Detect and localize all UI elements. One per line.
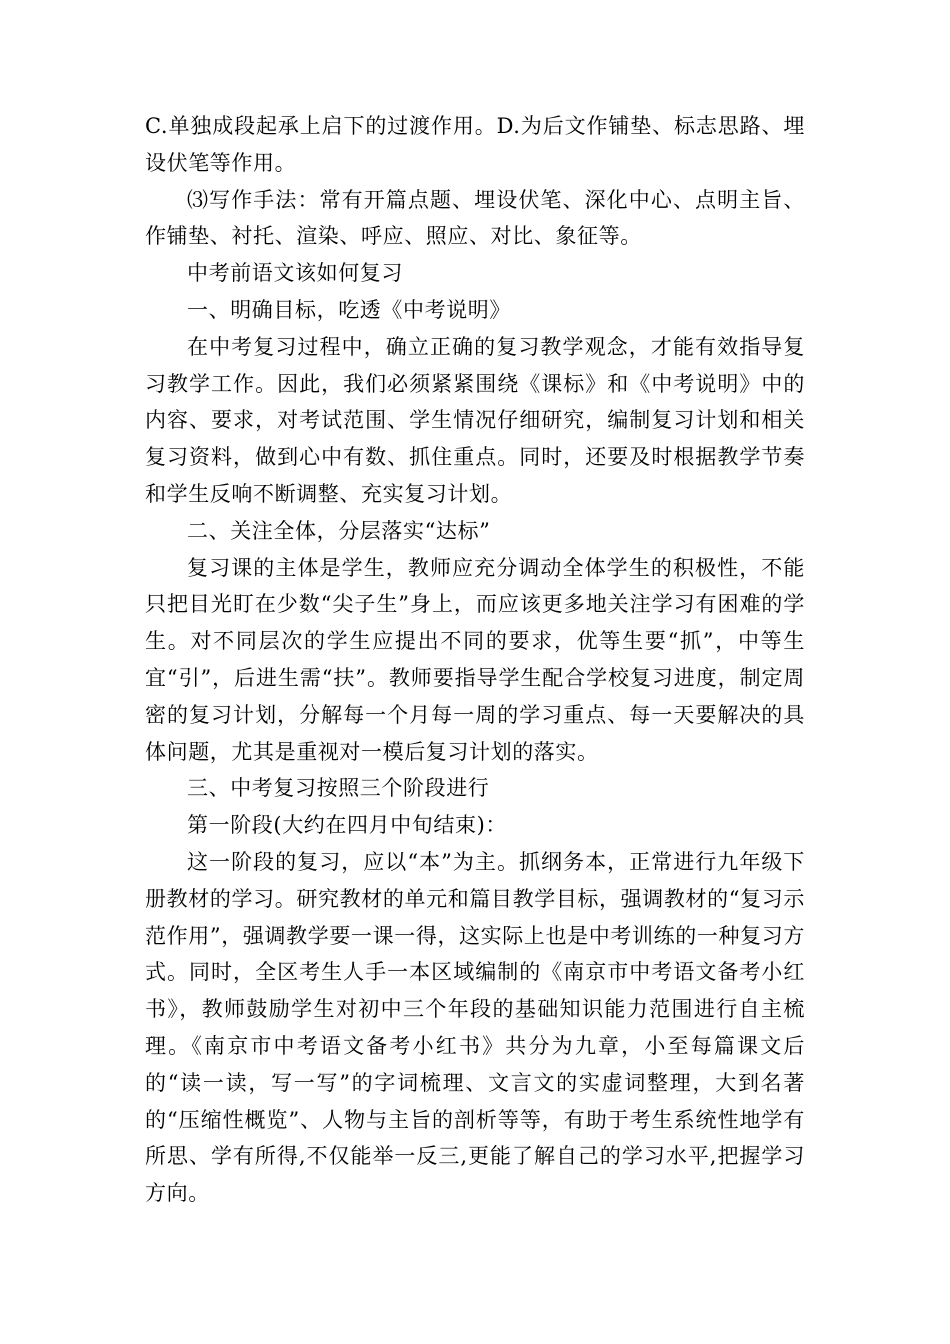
paragraph-writing-techniques: ⑶写作手法：常有开篇点题、埋设伏笔、深化中心、点明主旨、作铺垫、衬托、渲染、呼应、照应、对比、象征等。 [145, 187, 805, 249]
section-title: 中考前语文该如何复习 [187, 261, 403, 286]
paragraph-writing-function: C.单独成段起承上启下的过渡作用。D.为后文作铺垫、标志思路、埋设伏笔等作用。 [145, 114, 805, 175]
heading-one: 一、明确目标，吃透《中考说明》 [187, 297, 511, 322]
paragraph-stage-one: 这一阶段的复习，应以“本”为主。抓纲务本，正常进行九年级下册教材的学习。研究教材的单元和篇目教学目标，强调教材的“复习示范作用”，强调教学要一课一得，这实际上也是中考训练的一种复习方式。同时，全区考生人手一本区域编制的《南京市中考语文备考小红书》，教师鼓励学生对初中三个年段的基础知识能力范围进行自主梳理。《南京市中考语文备考小红书》共分为九章，小至每篇课文后的“读一读，写一写”的字词梳理、文言文的实虚词整理，大到名著的“压缩性概览”、人物与主旨的剖析等等，有助于考生系统性地学有所思、学有所得,不仅能举一反三,更能了解自己的学习水平,把握学习方向。 [145, 849, 805, 1206]
paragraph-all-students: 复习课的主体是学生，教师应充分调动全体学生的积极性，不能只把目光盯在少数“尖子生”身上，而应该更多地关注学习有困难的学生。对不同层次的学生应提出不同的要求，优等生要“抓”，中等生宜“引”，后进生需“扶”。教师要指导学生配合学校复习进度，制定周密的复习计划，分解每一个月每一周的学习重点、每一天要解决的具体问题，尤其是重视对一模后复习计划的落实。 [145, 555, 805, 764]
heading-two: 二、关注全体，分层落实“达标” [187, 518, 491, 543]
heading-three: 三、中考复习按照三个阶段进行 [187, 776, 490, 801]
subheading-stage-one: 第一阶段(大约在四月中旬结束)： [187, 813, 507, 838]
document-body [145, 108, 805, 1212]
paragraph-clear-goals: 在中考复习过程中，确立正确的复习教学观念，才能有效指导复习教学工作。因此，我们必须紧紧围绕《课标》和《中考说明》中的内容、要求，对考试范围、学生情况仔细研究，编制复习计划和相关复习资料，做到心中有数、抓住重点。同时，还要及时根据教学节奏和学生反响不断调整、充实复习计划。 [145, 334, 805, 506]
